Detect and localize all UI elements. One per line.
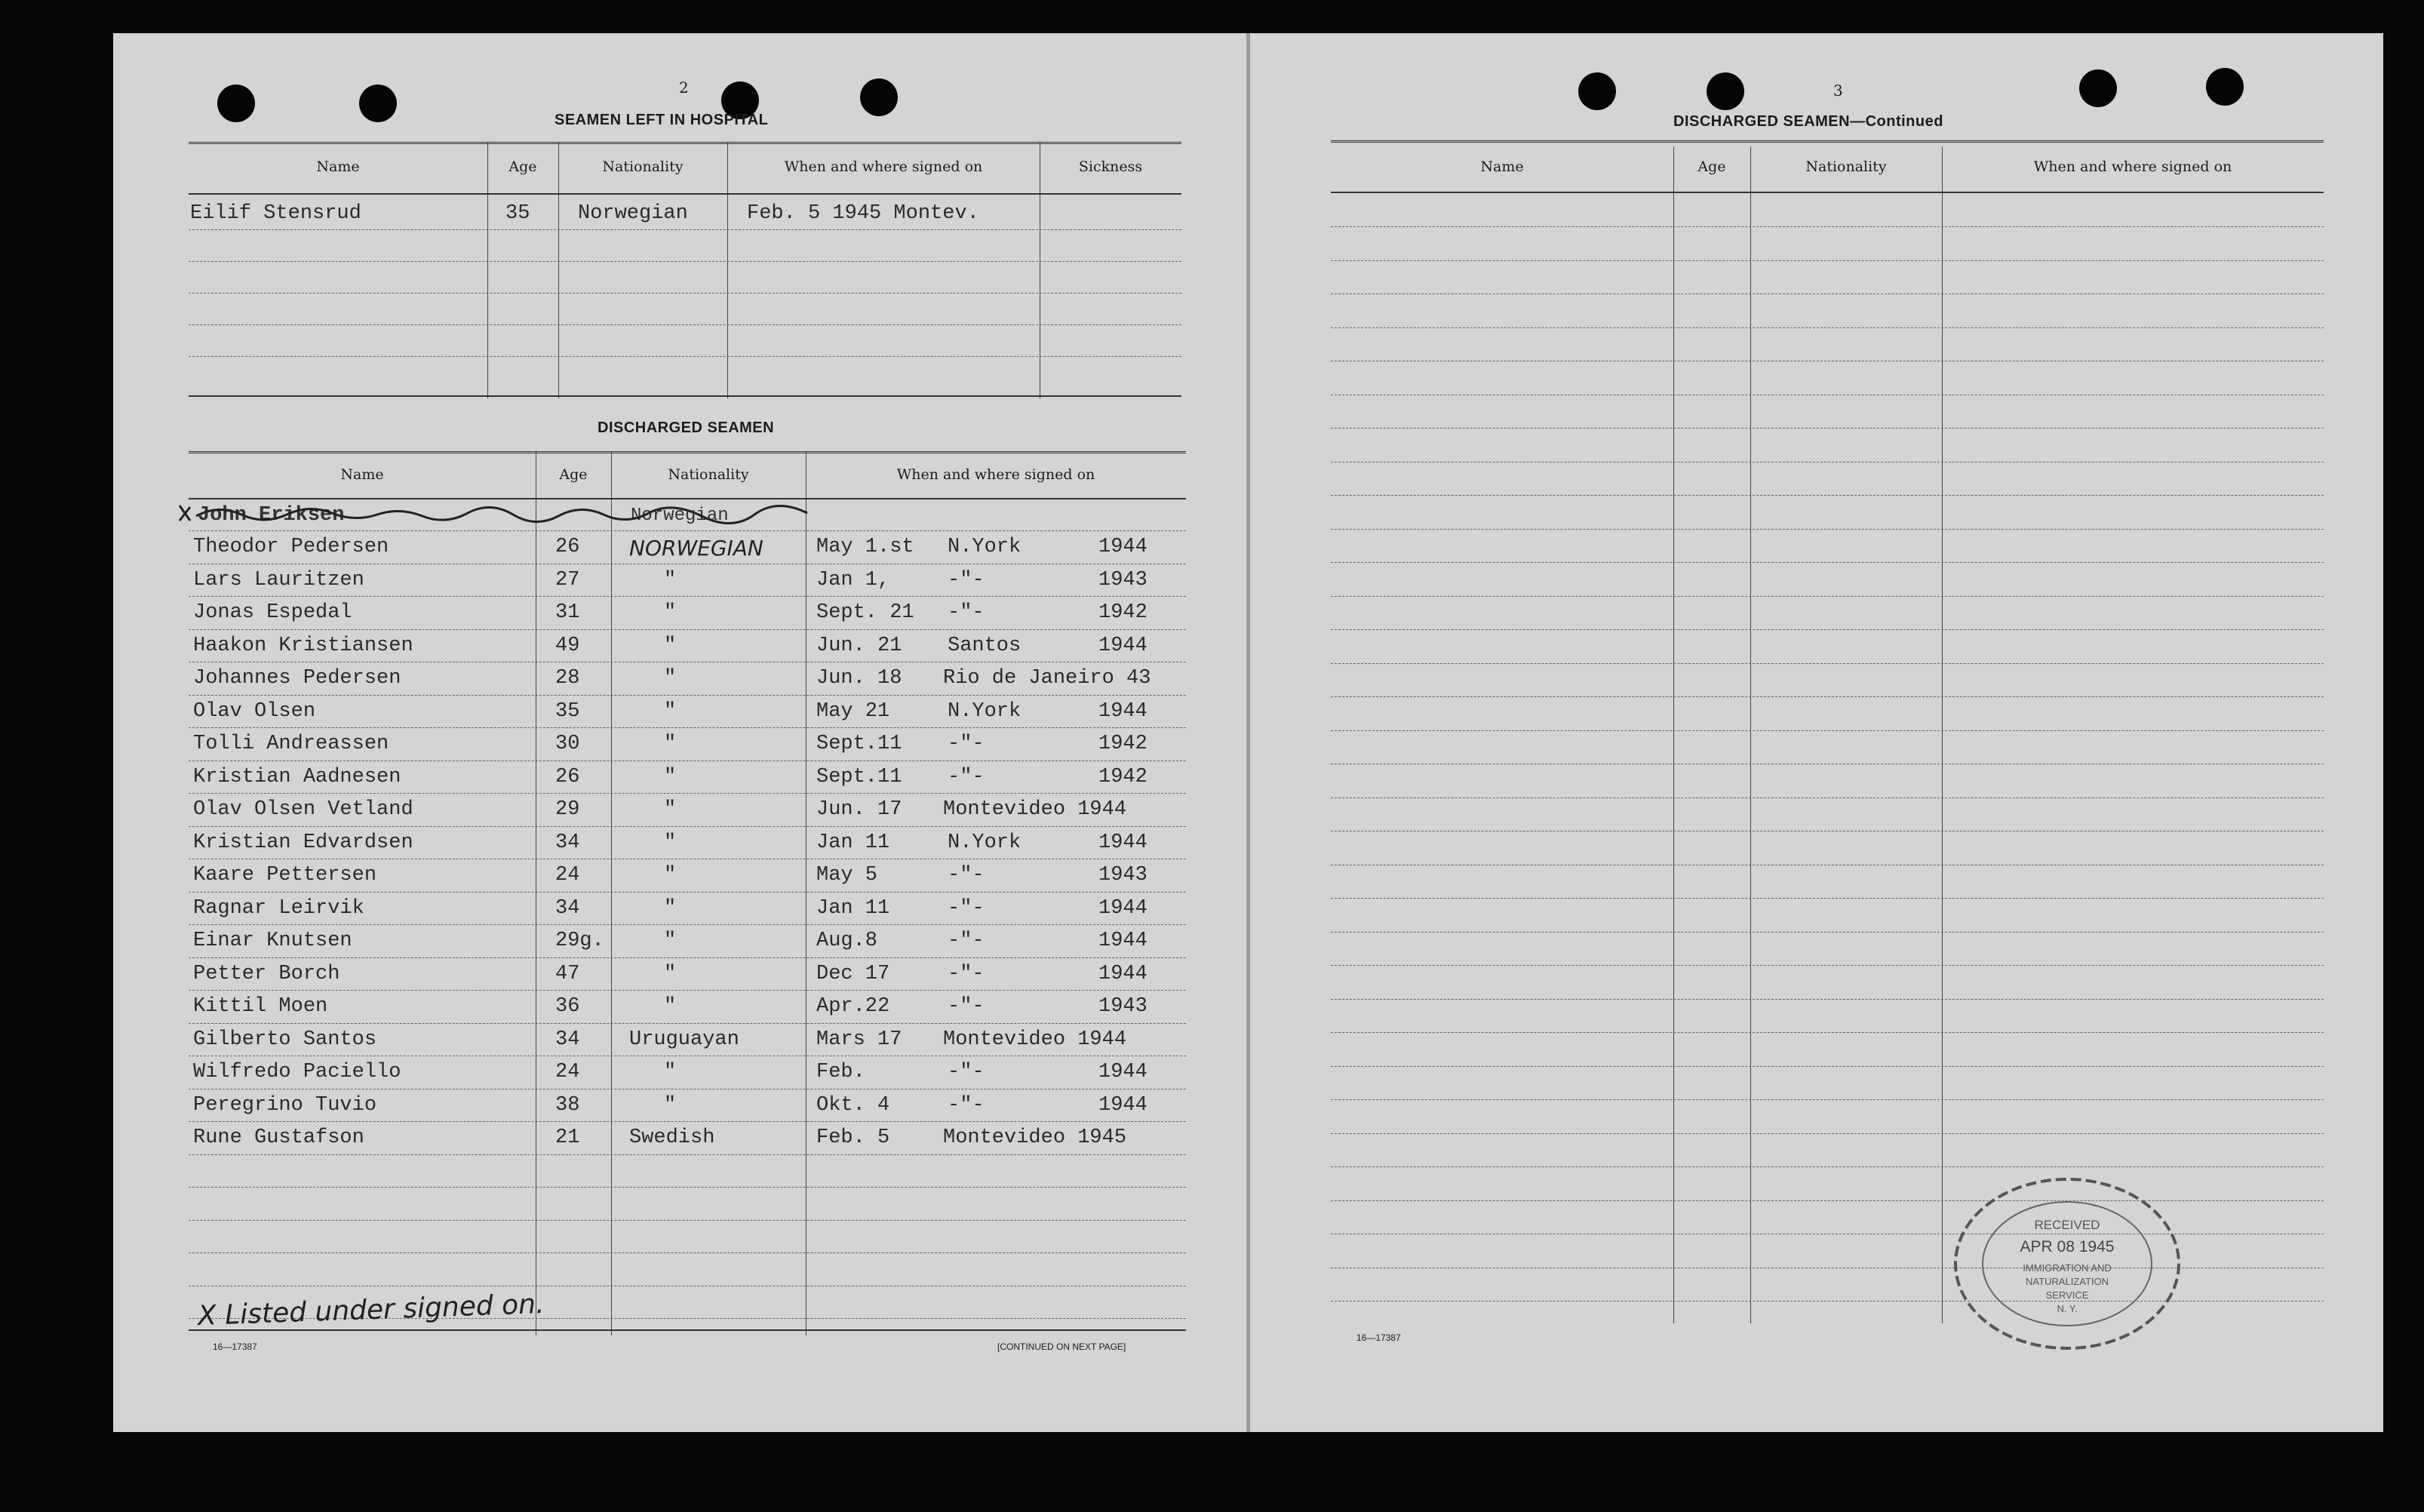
seaman-signed-date: Jan 11 (816, 896, 890, 920)
punch-hole (217, 85, 255, 122)
seaman-nationality: " (664, 733, 677, 755)
seaman-name: Peregrino Tuvio (193, 1093, 377, 1117)
seaman-age: 21 (555, 1126, 580, 1149)
seaman-name: Ragnar Leirvik (193, 896, 364, 920)
seaman-nationality: " (664, 634, 677, 657)
seaman-age: 38 (555, 1093, 580, 1117)
page-number-right: 3 (1833, 81, 1843, 100)
seaman-signed-year: 1944 (1098, 1061, 1147, 1083)
seaman-signed-place: N.York (948, 536, 1022, 558)
seaman-name: Theodor Pedersen (193, 536, 389, 558)
seaman-nationality: " (664, 667, 677, 690)
seaman-signed-place: -"- (948, 864, 985, 887)
page-fold (1246, 33, 1250, 1432)
punch-hole (359, 85, 397, 122)
seaman-nationality: " (664, 765, 677, 788)
seaman-name: Kristian Aadnesen (193, 765, 401, 788)
seaman-signed-place: -"- (948, 995, 985, 1018)
hospital-header-signed-on: When and where signed on (784, 158, 983, 175)
seaman-signed-year: 1944 (1098, 831, 1147, 854)
hospital-header-nationality: Nationality (602, 158, 684, 175)
seaman-nationality: " (664, 1093, 677, 1117)
form-code-left: 16—17387 (213, 1341, 257, 1352)
seaman-signed-year: 1944 (1098, 896, 1147, 920)
stamp-line3: IMMIGRATION AND (2023, 1262, 2112, 1274)
seaman-nationality: Uruguayan (629, 1028, 739, 1051)
seaman-signed-date: Sept.11 (816, 765, 902, 788)
received-stamp (1946, 1173, 2188, 1354)
seaman-age: 34 (555, 1028, 580, 1051)
seaman-signed-date: Sept.11 (816, 733, 902, 755)
seaman-signed-year: 1943 (1098, 864, 1147, 887)
seaman-signed-place: -"- (948, 1093, 985, 1117)
seaman-signed-date: Jun. 21 (816, 634, 902, 657)
hospital-cell-name: Eilif Stensrud (190, 202, 361, 225)
seaman-name: Olav Olsen (193, 699, 316, 723)
seaman-age: 28 (555, 667, 580, 690)
hospital-cell-age: 35 (505, 202, 530, 225)
discharged-header-name: Name (340, 466, 384, 483)
seaman-name: Rune Gustafson (193, 1126, 364, 1149)
seaman-signed-date: Sept. 21 (816, 601, 914, 624)
seaman-signed-year: 1944 (1098, 1093, 1147, 1117)
seaman-signed-year: 1944 (1098, 930, 1147, 952)
punch-hole (860, 78, 898, 116)
seaman-signed-date: Mars 17 (816, 1028, 902, 1051)
discharged-title: DISCHARGED SEAMEN (598, 419, 775, 436)
seaman-age: 36 (555, 995, 580, 1018)
seaman-signed-year: 1944 (1098, 536, 1147, 558)
seaman-name: Kaare Pettersen (193, 864, 377, 887)
seaman-nationality: " (664, 568, 677, 592)
seaman-age: 24 (555, 1061, 580, 1083)
seaman-name: Wilfredo Paciello (193, 1061, 401, 1083)
hospital-table (189, 142, 1181, 398)
seaman-age: 24 (555, 864, 580, 887)
seaman-name: Petter Borch (193, 962, 340, 985)
seaman-age: 35 (555, 699, 580, 723)
seaman-name: Kristian Edvardsen (193, 831, 413, 854)
seaman-name: Kittil Moen (193, 995, 328, 1018)
seaman-signed-date: Dec 17 (816, 962, 890, 985)
seaman-signed-place: N.York (948, 699, 1022, 723)
crossed-out-nationality: Norwegian (631, 506, 729, 526)
handwritten-note: X Listed under signed on. (197, 1288, 545, 1332)
hospital-cell-nationality: Norwegian (578, 202, 688, 225)
seaman-signed-date: Apr.22 (816, 995, 890, 1018)
stamp-line6: N. Y. (2057, 1303, 2078, 1314)
seaman-age: 31 (555, 601, 580, 624)
seaman-name: Johannes Pedersen (193, 667, 401, 690)
seaman-nationality: " (664, 930, 677, 952)
seaman-signed-place: -"- (948, 765, 985, 788)
seaman-signed-date: Jan 1, (816, 568, 890, 592)
continued-label: [CONTINUED ON NEXT PAGE] (997, 1341, 1126, 1352)
continued-header-signed-on: When and where signed on (2033, 158, 2232, 175)
seaman-signed-place: Santos (948, 634, 1022, 657)
discharged-table (189, 451, 1186, 1335)
seaman-signed-date: May 21 (816, 699, 890, 723)
seaman-nationality: " (664, 1061, 677, 1083)
seaman-signed-year: 1943 (1098, 995, 1147, 1018)
seaman-nationality: NORWEGIAN (629, 536, 763, 561)
seaman-name: Olav Olsen Vetland (193, 798, 413, 821)
stamp-line1: RECEIVED (2034, 1218, 2100, 1232)
seaman-signed-year: 1944 (1098, 962, 1147, 985)
seaman-name: Gilberto Santos (193, 1028, 377, 1051)
punch-hole (1578, 72, 1616, 110)
seaman-signed-place: -"- (948, 1061, 985, 1083)
continued-title: DISCHARGED SEAMEN—Continued (1673, 113, 1943, 130)
seaman-signed-place: -"- (948, 601, 985, 624)
discharged-header-age: Age (559, 466, 588, 483)
seaman-signed-date: Aug.8 (816, 930, 878, 952)
seaman-age: 26 (555, 536, 580, 558)
seaman-age: 47 (555, 962, 580, 985)
seaman-age: 29 (555, 798, 580, 821)
continued-header-name: Name (1480, 158, 1524, 175)
seaman-signed-date: May 1.st (816, 536, 914, 558)
seaman-signed-place: Montevideo 1945 (943, 1126, 1127, 1149)
seaman-nationality: " (664, 798, 677, 821)
continued-header-age: Age (1697, 158, 1726, 175)
page-number-left: 2 (679, 78, 689, 97)
seaman-signed-place: Montevideo 1944 (943, 798, 1127, 821)
hospital-header-name: Name (316, 158, 360, 175)
seaman-signed-year: 1942 (1098, 601, 1147, 624)
seaman-signed-place: -"- (948, 930, 985, 952)
seaman-nationality: " (664, 896, 677, 920)
discharged-header-nationality: Nationality (668, 466, 749, 483)
seaman-signed-place: -"- (948, 896, 985, 920)
seaman-name: Haakon Kristiansen (193, 634, 413, 657)
strike-through-scribble (174, 498, 853, 536)
seaman-signed-date: Jun. 17 (816, 798, 902, 821)
seaman-age: 29g. (555, 930, 604, 952)
seaman-signed-place: -"- (948, 568, 985, 592)
stamp-line4: NATURALIZATION (2025, 1276, 2109, 1287)
seaman-age: 49 (555, 634, 580, 657)
punch-hole (2206, 68, 2244, 106)
seaman-nationality: Swedish (629, 1126, 715, 1149)
seaman-signed-date: Okt. 4 (816, 1093, 890, 1117)
seaman-signed-year: 1944 (1098, 634, 1147, 657)
seaman-signed-year: 1942 (1098, 765, 1147, 788)
seaman-signed-date: Feb. (816, 1061, 865, 1083)
hospital-title: SEAMEN LEFT IN HOSPITAL (555, 112, 769, 128)
seaman-signed-year: 1942 (1098, 733, 1147, 755)
seaman-name: Jonas Espedal (193, 601, 352, 624)
seaman-age: 30 (555, 733, 580, 755)
hospital-header-sickness: Sickness (1078, 158, 1143, 175)
hospital-header-age: Age (508, 158, 537, 175)
seaman-nationality: " (664, 699, 677, 723)
seaman-age: 34 (555, 896, 580, 920)
seaman-age: 26 (555, 765, 580, 788)
seaman-signed-date: Jun. 18 (816, 667, 902, 690)
seaman-name: Tolli Andreassen (193, 733, 389, 755)
stamp-date: APR 08 1945 (2020, 1238, 2115, 1255)
seaman-nationality: " (664, 864, 677, 887)
seaman-nationality: " (664, 831, 677, 854)
seaman-nationality: " (664, 962, 677, 985)
seaman-signed-place: Rio de Janeiro 43 (943, 667, 1151, 690)
seaman-nationality: " (664, 995, 677, 1018)
seaman-name: Einar Knutsen (193, 930, 352, 952)
seaman-age: 34 (555, 831, 580, 854)
seaman-signed-place: N.York (948, 831, 1022, 854)
crossed-out-name: John Eriksen (198, 504, 345, 527)
punch-hole (1707, 72, 1744, 110)
discharged-continued-table (1331, 140, 2324, 1323)
form-code-right: 16—17387 (1356, 1332, 1401, 1343)
seaman-signed-year: 1944 (1098, 699, 1147, 723)
seaman-signed-date: May 5 (816, 864, 878, 887)
seaman-signed-date: Jan 11 (816, 831, 890, 854)
seaman-signed-place: -"- (948, 733, 985, 755)
discharged-header-signed-on: When and where signed on (896, 466, 1095, 483)
hospital-cell-signed-on: Feb. 5 1945 Montev. (747, 202, 979, 225)
seaman-signed-date: Feb. 5 (816, 1126, 890, 1149)
seaman-signed-place: Montevideo 1944 (943, 1028, 1127, 1051)
continued-header-nationality: Nationality (1805, 158, 1887, 175)
stamp-line5: SERVICE (2045, 1289, 2089, 1301)
seaman-signed-place: -"- (948, 962, 985, 985)
punch-hole (2079, 69, 2117, 107)
seaman-name: Lars Lauritzen (193, 568, 364, 592)
seaman-signed-year: 1943 (1098, 568, 1147, 592)
seaman-nationality: " (664, 601, 677, 624)
seaman-age: 27 (555, 568, 580, 592)
